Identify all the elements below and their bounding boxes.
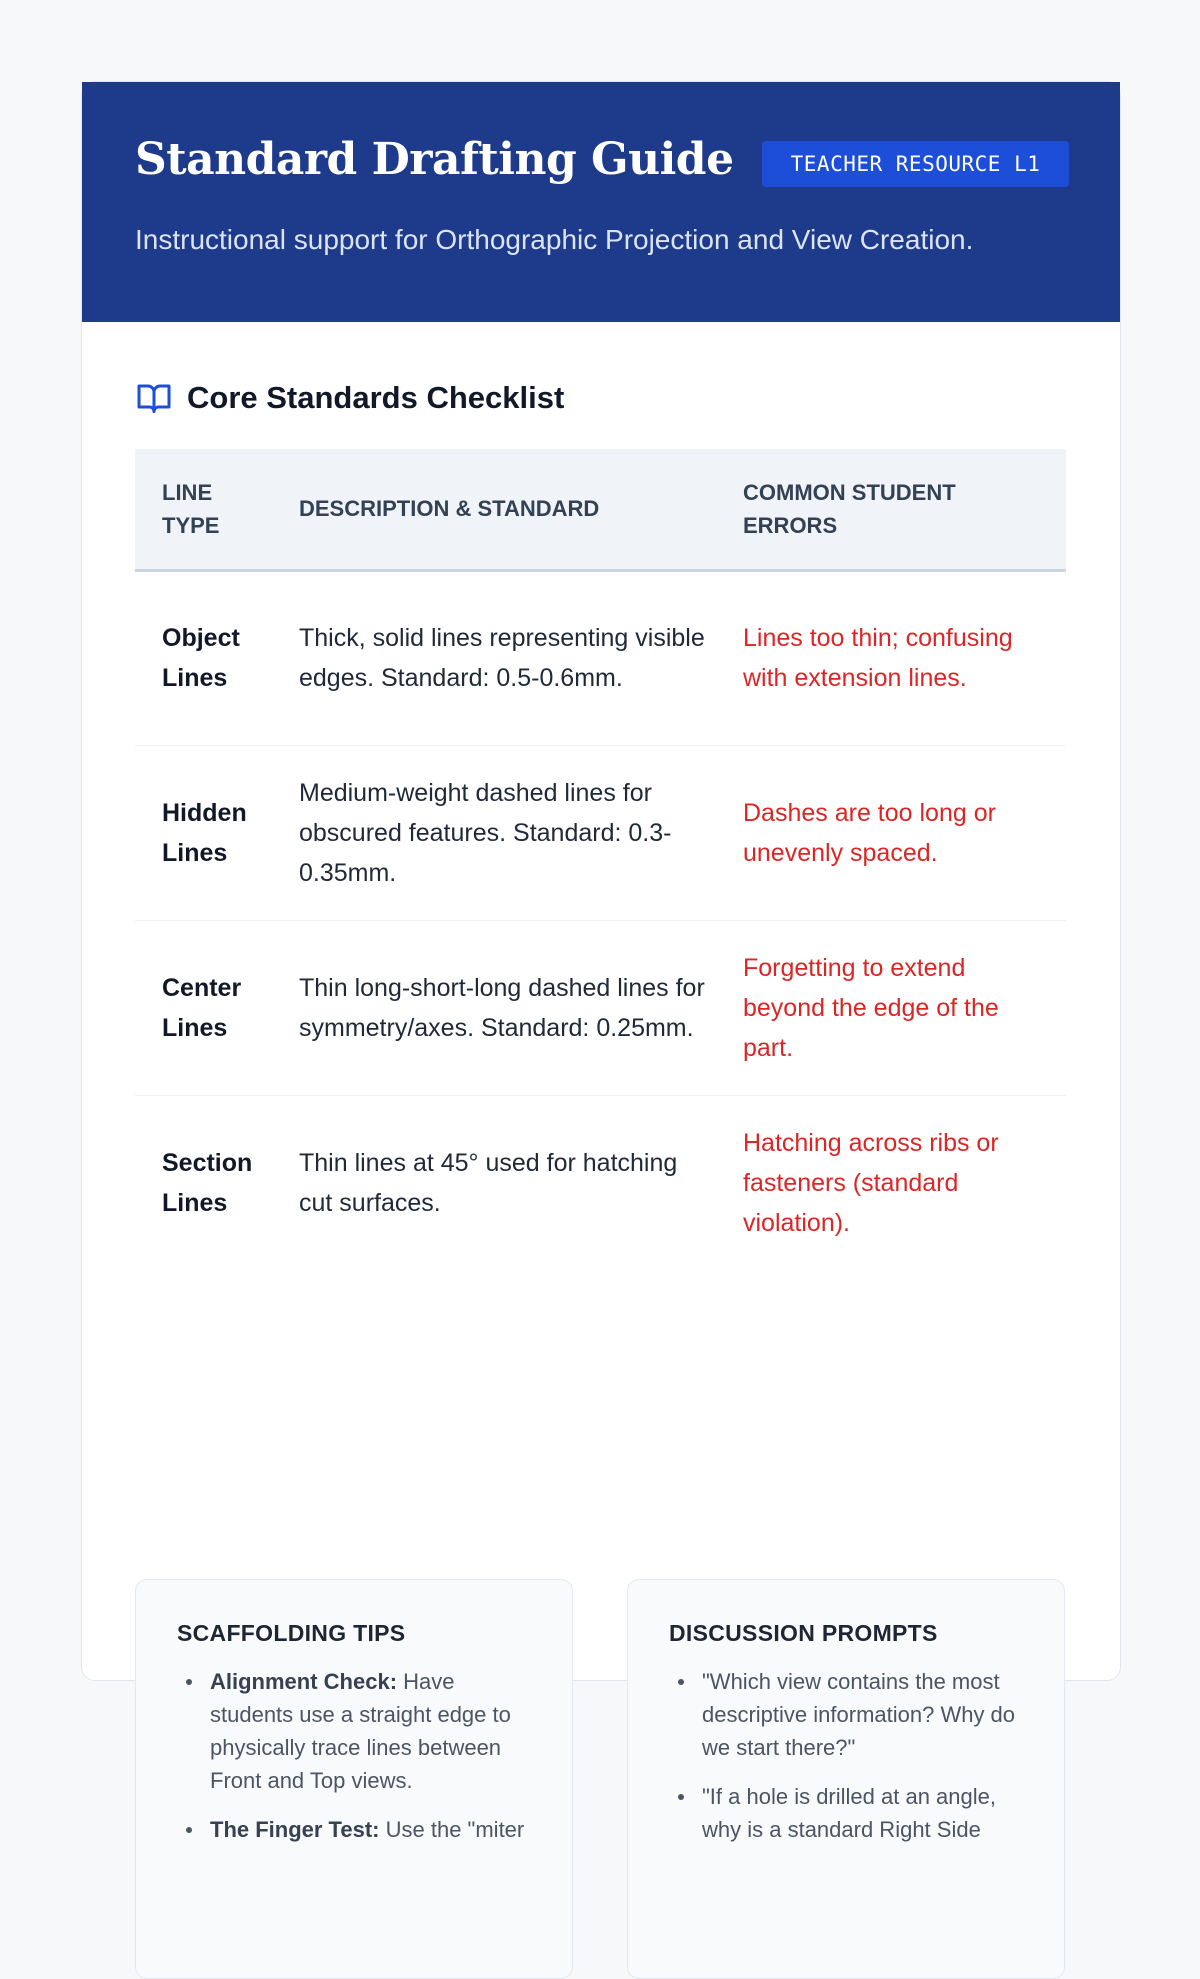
book-icon: [135, 380, 173, 416]
description-cell: Medium-weight dashed lines for obscured features. Standard: 0.3-0.35mm.: [299, 745, 743, 920]
column-header-description: DESCRIPTION & STANDARD: [299, 496, 600, 522]
tip-label: The Finger Test:: [210, 1817, 380, 1842]
standards-table: [135, 449, 1066, 1270]
checklist-heading: [135, 380, 564, 416]
list-item: "If a hole is drilled at an angle, why is a standard Right Side: [669, 1780, 1024, 1846]
table-row: [135, 1095, 1066, 1270]
error-cell: Hatching across ribs or fasteners (standard violation).: [743, 1128, 999, 1237]
line-type-cell: Object Lines: [135, 570, 299, 745]
scaffolding-tips-panel: [135, 1579, 573, 1979]
error-cell: Forgetting to extend beyond the edge of the part.: [743, 920, 1066, 1095]
table-row: [135, 570, 1066, 745]
scaffolding-tips-list: [177, 1665, 532, 1846]
page-subtitle: Instructional support for Orthographic Projection and View Creation.: [135, 224, 974, 255]
table-row: [135, 920, 1066, 1095]
discussion-prompts-panel: [627, 1579, 1065, 1979]
tip-label: Alignment Check:: [210, 1669, 398, 1694]
line-type-cell: Section Lines: [162, 1148, 253, 1217]
description-cell: Thin lines at 45° used for hatching cut surfaces.: [299, 1148, 678, 1217]
list-item: [177, 1665, 532, 1797]
description-cell: Thick, solid lines representing visible edges. Standard: 0.5-0.6mm.: [299, 570, 743, 745]
list-item: [177, 1813, 532, 1846]
error-cell: Lines too thin; confusing with extension lines.: [743, 570, 1066, 745]
tip-text: Use the "miter: [379, 1817, 525, 1842]
discussion-prompts-title: DISCUSSION PROMPTS: [669, 1620, 938, 1646]
table-header-row: [135, 449, 1066, 570]
table-row: [135, 745, 1066, 920]
line-type-cell: Hidden Lines: [135, 745, 299, 920]
tip-text: Have students use a straight edge to physically trace lines between Front and Top views.: [210, 1669, 511, 1793]
scaffolding-tips-title: SCAFFOLDING TIPS: [177, 1620, 406, 1646]
column-header-errors: COMMON STUDENT ERRORS: [743, 479, 956, 538]
description-cell: Thin long-short-long dashed lines for symmetry/axes. Standard: 0.25mm.: [299, 920, 743, 1095]
resource-badge: TEACHER RESOURCE L1: [762, 141, 1069, 187]
discussion-prompts-list: [669, 1665, 1024, 1846]
column-header-line-type: LINE TYPE: [162, 479, 220, 538]
line-type-cell: Center Lines: [135, 920, 299, 1095]
error-cell: Dashes are too long or unevenly spaced.: [743, 745, 1066, 920]
header-banner: [82, 82, 1120, 322]
checklist-title: Core Standards Checklist: [187, 380, 565, 415]
page-title: Standard Drafting Guide: [135, 134, 734, 185]
list-item: "Which view contains the most descriptive information? Why do we start there?": [669, 1665, 1024, 1764]
guide-card: [81, 81, 1121, 1842]
